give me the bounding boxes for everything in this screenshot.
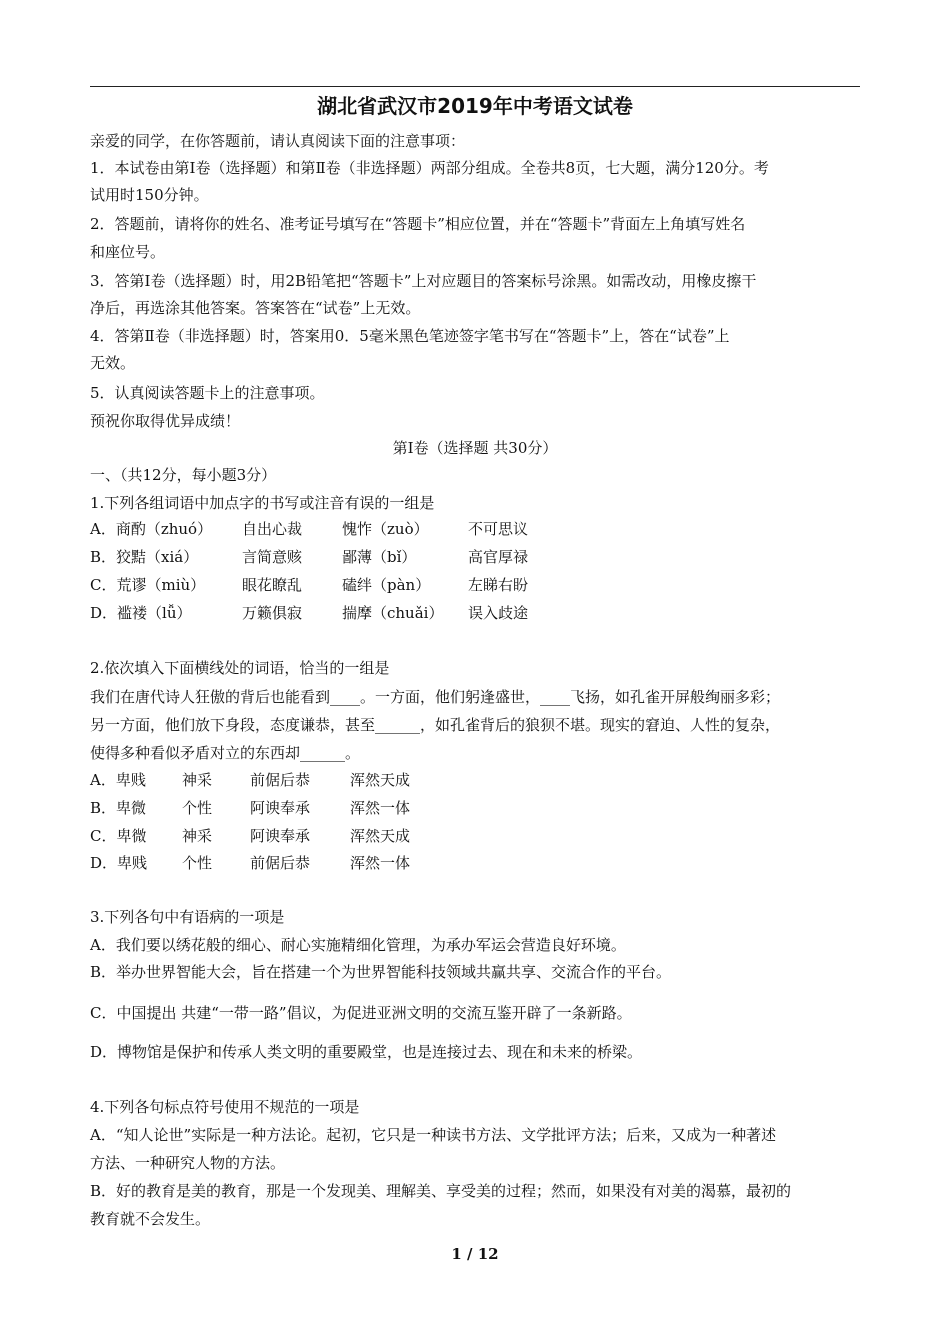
option-text: 神采 <box>182 771 213 789</box>
option-text: 个性 <box>182 854 213 872</box>
option-text: C．荒谬（miù） <box>90 576 206 594</box>
note-line: 净后，再选涂其他答案。答案答在“试卷”上无效。 <box>90 299 421 317</box>
question-1-stem: 1.下列各组词语中加点字的书写或注音有误的一组是 <box>90 494 435 512</box>
note-line: 1．本试卷由第Ⅰ卷（选择题）和第Ⅱ卷（非选择题）两部分组成。全卷共8页，七大题，满分120分。考 <box>90 159 769 177</box>
option-text: 愧怍（zuò） <box>342 520 429 538</box>
option-text: 神采 <box>182 827 213 845</box>
option-text: 万籁俱寂 <box>242 604 303 622</box>
section-title: 第Ⅰ卷（选择题 共30分） <box>392 439 558 457</box>
question-2-passage: 另一方面，他们放下身段，态度谦恭，甚至______，如孔雀背后的狼狈不堪。现实的窘迫、人性的复杂， <box>90 716 781 734</box>
question-4-option-a-cont: 方法、一种研究人物的方法。 <box>90 1154 286 1172</box>
option-text: B．狡黠（xiá） <box>90 548 199 566</box>
option-text: 浑然一体 <box>350 799 411 817</box>
option-text: 前倨后恭 <box>250 854 311 872</box>
option-text: 揣摩（chuǎi） <box>342 604 444 622</box>
option-text: 鄙薄（bǐ） <box>342 548 417 566</box>
part-heading: 一、（共12分，每小题3分） <box>90 466 277 484</box>
question-4-option-a: A．“知人论世”实际是一种方法论。起初，它只是一种读书方法、文学批评方法；后来，又成为一种著述 <box>90 1126 777 1144</box>
option-text: 眼花瞭乱 <box>242 576 303 594</box>
option-text: D．褴褛（lǚ） <box>90 604 192 622</box>
note-line: 3．答第Ⅰ卷（选择题）时，用2B铅笔把“答题卡”上对应题目的答案标号涂黑。如需改动，用橡皮擦干 <box>90 272 757 290</box>
option-text: 言简意赅 <box>242 548 303 566</box>
note-line: 2．答题前，请将你的姓名、准考证号填写在“答题卡”相应位置，并在“答题卡”背面左上角填写姓名 <box>90 215 746 233</box>
option-text: D．卑贱 <box>90 854 148 872</box>
option-text: 个性 <box>182 799 213 817</box>
question-3-option-a: A．我们要以绣花般的细心、耐心实施精细化管理，为承办军运会营造良好环境。 <box>90 936 626 954</box>
intro-text: 亲爱的同学，在你答题前，请认真阅读下面的注意事项： <box>90 132 466 150</box>
question-3-option-d: D．博物馆是保护和传承人类文明的重要殿堂，也是连接过去、现在和未来的桥梁。 <box>90 1043 643 1061</box>
option-text: 阿谀奉承 <box>250 827 311 845</box>
option-text: 自出心裁 <box>242 520 303 538</box>
note-line: 5．认真阅读答题卡上的注意事项。 <box>90 384 325 402</box>
question-3-stem: 3.下列各句中有语病的一项是 <box>90 908 285 926</box>
note-line: 预祝你取得优异成绩！ <box>90 412 241 430</box>
option-text: 左睇右盼 <box>468 576 529 594</box>
header-rule <box>90 86 860 87</box>
option-text: 不可思议 <box>468 520 529 538</box>
note-line: 4．答第Ⅱ卷（非选择题）时，答案用0．5毫米黑色笔迹签字笔书写在“答题卡”上，答在“试卷”上 <box>90 327 730 345</box>
question-4-option-b-cont: 教育就不会发生。 <box>90 1210 211 1228</box>
note-line: 和座位号。 <box>90 243 166 261</box>
option-text: 误入歧途 <box>468 604 529 622</box>
question-3-option-b: B．举办世界智能大会，旨在搭建一个为世界智能科技领域共赢共享、交流合作的平台。 <box>90 963 672 981</box>
option-text: 前倨后恭 <box>250 771 311 789</box>
note-line: 无效。 <box>90 354 136 372</box>
option-text: 浑然天成 <box>350 827 411 845</box>
question-2-passage: 我们在唐代诗人狂傲的背后也能看到____。一方面，他们躬逢盛世，____飞扬，如孔雀开屏般绚丽多彩； <box>90 688 781 706</box>
option-text: 高官厚禄 <box>468 548 529 566</box>
option-text: B．卑微 <box>90 799 147 817</box>
option-text: 浑然一体 <box>350 854 411 872</box>
option-text: 浑然天成 <box>350 771 411 789</box>
page-number: 1 / 12 <box>451 1245 499 1263</box>
question-4-option-b: B．好的教育是美的教育，那是一个发现美、理解美、享受美的过程；然而，如果没有对美的渴慕，最初的 <box>90 1182 792 1200</box>
question-4-stem: 4.下列各句标点符号使用不规范的一项是 <box>90 1098 360 1116</box>
option-text: A．卑贱 <box>90 771 146 789</box>
option-text: 阿谀奉承 <box>250 799 311 817</box>
question-2-stem: 2.依次填入下面横线处的词语，恰当的一组是 <box>90 659 390 677</box>
note-line: 试用时150分钟。 <box>90 186 209 204</box>
page-title: 湖北省武汉市2019年中考语文试卷 <box>317 94 633 118</box>
question-2-passage: 使得多种看似矛盾对立的东西却______。 <box>90 744 361 762</box>
option-text: 磕绊（pàn） <box>342 576 431 594</box>
option-text: C．卑微 <box>90 827 147 845</box>
option-text: A．商酌（zhuó） <box>90 520 213 538</box>
question-3-option-c: C．中国提出 共建“一带一路”倡议，为促进亚洲文明的交流互鉴开辟了一条新路。 <box>90 1004 632 1022</box>
